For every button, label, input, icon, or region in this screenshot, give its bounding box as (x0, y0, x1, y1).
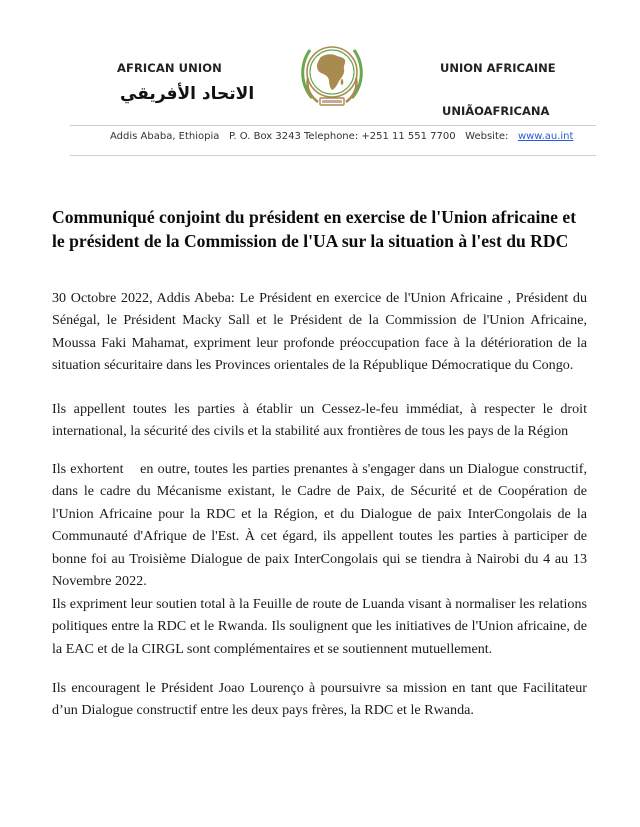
org-name-english: AFRICAN UNION (117, 61, 222, 75)
contact-line (110, 131, 573, 142)
org-name-french: UNION AFRICAINE (440, 61, 556, 75)
po-box: P. O. Box 3243 (228, 131, 301, 142)
letterhead (0, 0, 640, 160)
header-divider-bottom (70, 155, 596, 156)
paragraph-2: Ils appellent toutes les parties à établir un Cessez-le-feu immédiat, à respecter le droit international, la sécurité des civils et la stabilité aux frontières de tous les pays de la Région (52, 401, 587, 440)
website-label: Website: (465, 131, 509, 142)
paragraph-1: 30 Octobre 2022, Addis Abeba: Le Président en exercice de l'Union Africaine , Président du Sénégal, le Président Macky Sall et le Président de la Commission de l'Union Africaine, Moussa Faki Mahamat, expriment leur profonde préoccupation face à la détérioration de la situation sécuritaire dans les Provinces orientales de la République Démocratique du Congo. (52, 290, 587, 374)
paragraph-3: Ils exhortent en outre, toutes les parties prenantes à s'engager dans un Dialogue constructif, dans le cadre du Mécanisme existant, le Cadre de Paix, de Sécurité et de Coopération de l'Union Africaine pour la RDC et la Région, et du Dialogue de paix InterCongolais de la Communauté d'Afrique de l'Est. À cet égard, ils appellent toutes les parties à participer de bonne foi au Troisième Dialogue de paix InterCongolais qui se tiendra à Nairobi du 4 au 13 Novembre 2022. (52, 461, 591, 590)
paragraph-4: Ils expriment leur soutien total à la Feuille de route de Luanda visant à normaliser les relations politiques entre la RDC et le Rwanda. Ils soulignent que les initiatives de l'Union africaine, de la EAC et de la CIRGL sont complémentaires et se soutiennent mutuellement. (52, 596, 587, 657)
telephone-label: Telephone: (304, 131, 359, 142)
african-union-emblem-icon (296, 38, 368, 114)
header-divider-top (70, 125, 596, 126)
address: Addis Ababa, Ethiopia (110, 131, 220, 142)
paragraph-5: Ils encouragent le Président Joao Lourenço à poursuivre sa mission en tant que Facilitateur d’un Dialogue constructif entre les deux pays frères, la RDC et le Rwanda. (52, 680, 587, 719)
telephone-number: +251 11 551 7700 (361, 131, 456, 142)
org-name-arabic: الاتحاد الأفريقي (120, 84, 255, 104)
website-link[interactable]: www.au.int (517, 131, 574, 142)
org-name-portuguese: UNIÃOAFRICANA (442, 104, 550, 118)
communique-title: Communiqué conjoint du président en exercise de l'Union africaine et le président de la Commission de l'UA sur la situation à l'est du RDC (52, 207, 577, 251)
